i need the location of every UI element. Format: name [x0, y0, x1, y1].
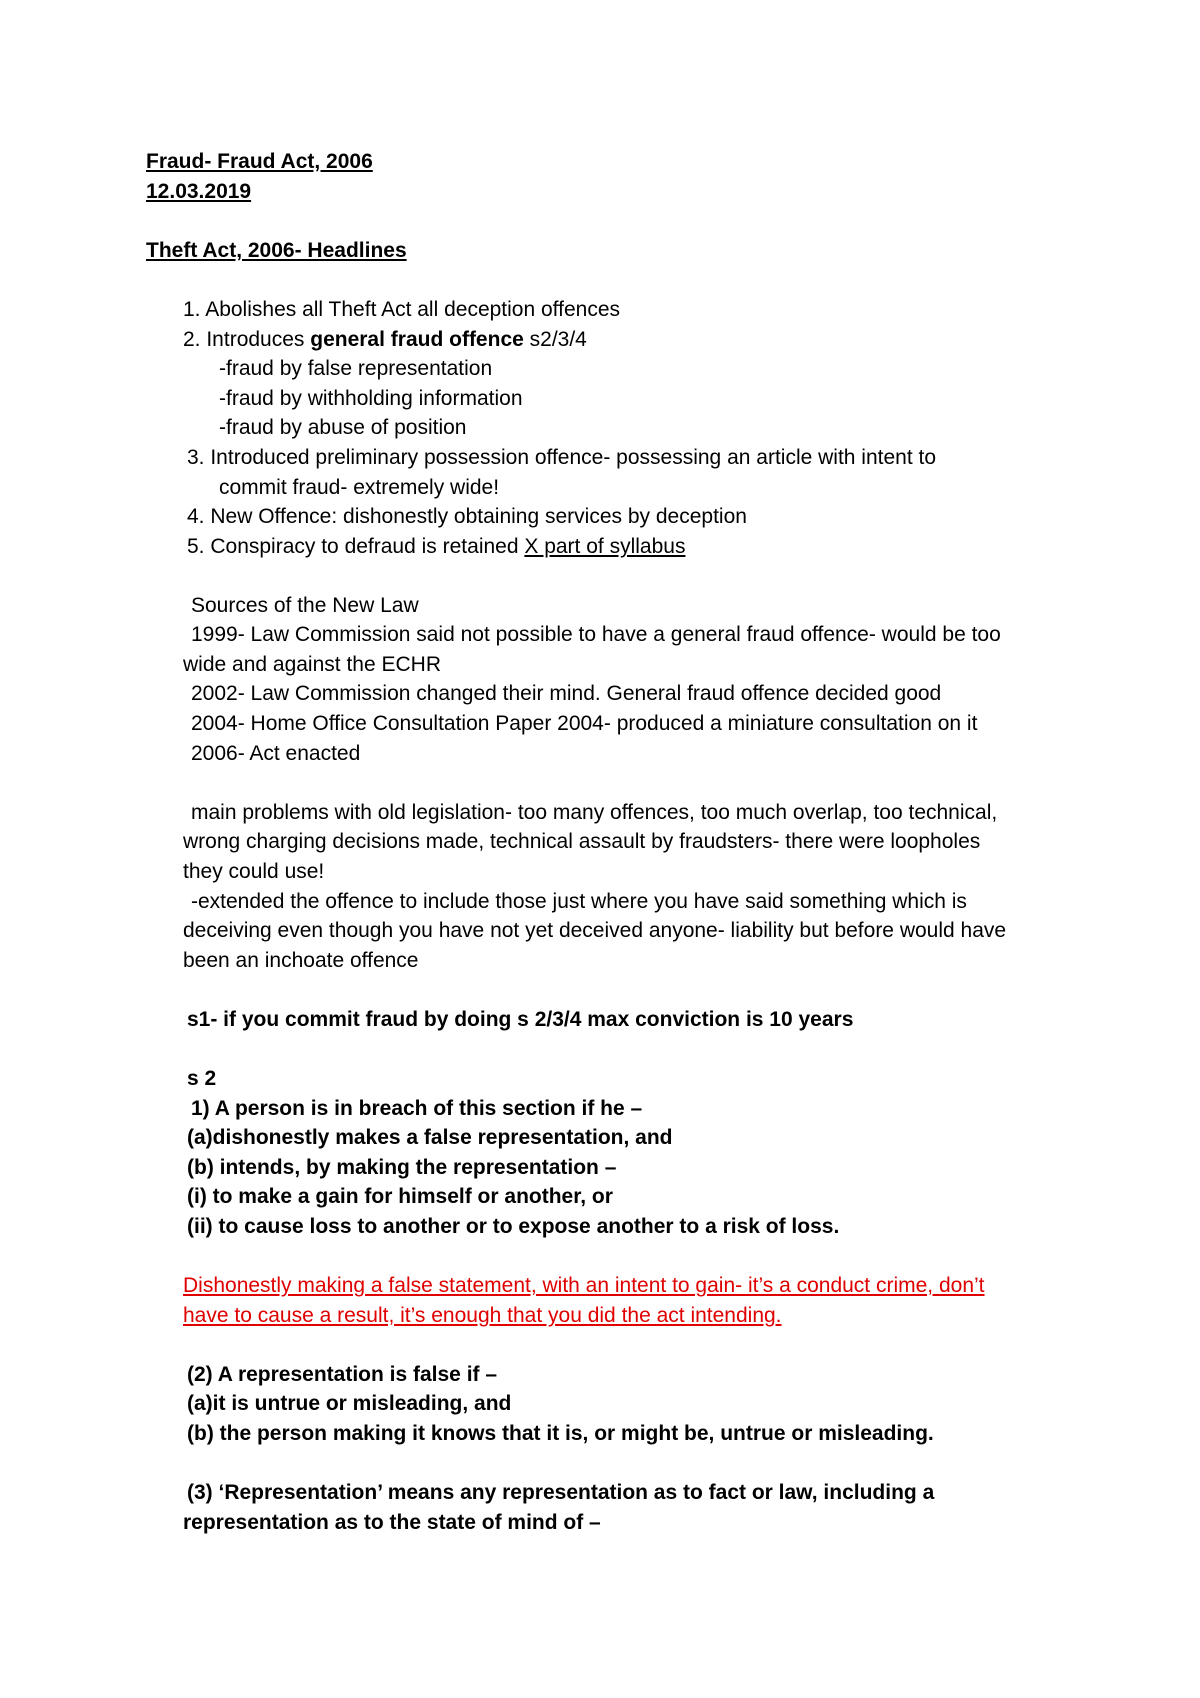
- statute-line: (a)it is untrue or misleading, and: [187, 1392, 512, 1415]
- statute-line: representation as to the state of mind of –: [183, 1511, 601, 1534]
- list-item-continuation: commit fraud- extremely wide!: [219, 476, 500, 499]
- paragraph-line: wide and against the ECHR: [183, 653, 441, 676]
- list-item-text: 2. Introduces: [183, 328, 311, 351]
- statute-line: (ii) to cause loss to another or to expose another to a risk of loss.: [187, 1215, 840, 1238]
- paragraph-line: main problems with old legislation- too many offences, too much overlap, too technical,: [191, 801, 998, 824]
- document-date: 12.03.2019: [146, 180, 252, 203]
- list-item-emphasis: general fraud offence: [310, 328, 524, 351]
- paragraph-line: 2002- Law Commission changed their mind. General fraud offence decided good: [191, 682, 942, 705]
- underlined-note: X part of syllabus: [524, 535, 686, 558]
- paragraph-line: 1999- Law Commission said not possible to have a general fraud offence- would be too: [191, 623, 1001, 646]
- statute-line: (b) intends, by making the representation –: [187, 1156, 617, 1179]
- list-item: [187, 534, 685, 560]
- sub-item: -fraud by false representation: [219, 357, 493, 380]
- statute-line: (a)dishonestly makes a false representation, and: [187, 1126, 673, 1149]
- paragraph-line: 2006- Act enacted: [191, 742, 361, 765]
- document-title: Fraud- Fraud Act, 2006: [146, 150, 373, 173]
- list-item-text: 5. Conspiracy to defraud is retained: [187, 535, 525, 558]
- statute-line: (3) ‘Representation’ means any representation as to fact or law, including a: [187, 1481, 935, 1504]
- sub-item: -fraud by abuse of position: [219, 416, 467, 439]
- list-item: 3. Introduced preliminary possession offence- possessing an article with intent to: [187, 446, 937, 469]
- paragraph-line: they could use!: [183, 860, 325, 883]
- paragraph-line: 2004- Home Office Consultation Paper 2004- produced a miniature consultation on it: [191, 712, 978, 735]
- list-item: 1. Abolishes all Theft Act all deception offences: [183, 298, 621, 321]
- section-heading-sources: Sources of the New Law: [191, 594, 419, 617]
- statute-line: (i) to make a gain for himself or another, or: [187, 1185, 613, 1208]
- statute-line: (b) the person making it knows that it is, or might be, untrue or misleading.: [187, 1422, 934, 1445]
- statute-line: 1) A person is in breach of this section if he –: [191, 1097, 643, 1120]
- list-item-text: s2/3/4: [523, 328, 587, 351]
- paragraph-line: -extended the offence to include those just where you have said something which is: [191, 890, 967, 913]
- statute-line: (2) A representation is false if –: [187, 1363, 498, 1386]
- section-heading-headlines: Theft Act, 2006- Headlines: [146, 239, 407, 262]
- list-item: 4. New Offence: dishonestly obtaining services by deception: [187, 505, 747, 528]
- highlight-note: Dishonestly making a false statement, with an intent to gain- it’s a conduct crime, don’t: [183, 1274, 985, 1297]
- highlight-note: have to cause a result, it’s enough that you did the act intending.: [183, 1304, 782, 1327]
- paragraph-line: deceiving even though you have not yet deceived anyone- liability but before would have: [183, 919, 1007, 942]
- section-s1: s1- if you commit fraud by doing s 2/3/4 max conviction is 10 years: [187, 1008, 854, 1031]
- sub-item: -fraud by withholding information: [219, 387, 523, 410]
- list-item: [183, 327, 587, 353]
- paragraph-line: wrong charging decisions made, technical assault by fraudsters- there were loopholes: [183, 830, 981, 853]
- section-heading-s2: s 2: [187, 1067, 217, 1090]
- paragraph-line: been an inchoate offence: [183, 949, 419, 972]
